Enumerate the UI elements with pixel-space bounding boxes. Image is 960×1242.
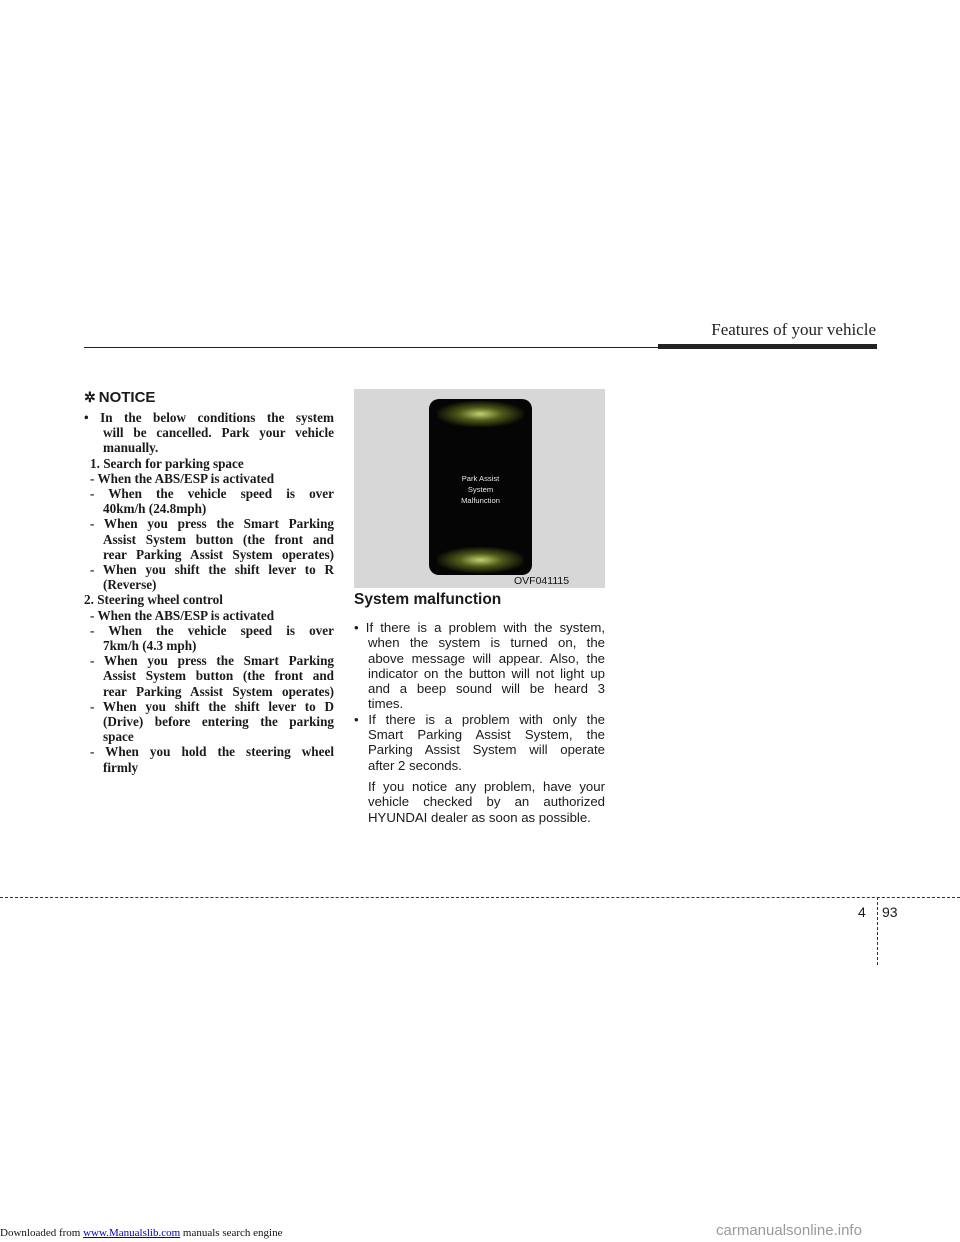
cluster-display-figure: [354, 389, 605, 588]
notice-title: NOTICE: [98, 389, 156, 406]
chapter-number: 4: [858, 904, 866, 920]
malfunction-heading: System malfunction: [354, 591, 502, 608]
screen-message: [429, 473, 532, 506]
notice-line: 2. Steering wheel control: [84, 592, 223, 608]
malfunction-body: [354, 620, 605, 825]
notice-line: rear Parking Assist System operates): [103, 546, 334, 562]
bottom-glow: [437, 547, 524, 573]
notice-line: 1. Search for parking space: [90, 455, 244, 471]
notice-line: space: [103, 729, 134, 745]
malfunction-line: If you notice any problem, have your: [368, 778, 605, 794]
notice-line: (Reverse): [103, 577, 157, 593]
cluster-display-screen: [429, 399, 532, 575]
notice-line: - When the ABS/ESP is activated: [90, 470, 275, 486]
malfunction-line: above message will appear. Also, the: [368, 650, 605, 666]
header-rule: [84, 347, 659, 348]
top-glow: [437, 401, 524, 427]
footer-suffix: manuals search engine: [180, 1227, 283, 1239]
section-title: Features of your vehicle: [711, 320, 876, 339]
manualslib-link[interactable]: www.Manualslib.com: [83, 1227, 181, 1239]
page-number: 93: [882, 904, 898, 920]
screen-line: Malfunction: [461, 496, 500, 505]
notice-line: - When you shift the shift lever to D: [90, 698, 334, 714]
screen-line: System: [467, 485, 494, 494]
malfunction-line: when the system is turned on, the: [368, 635, 605, 651]
notice-line: - When the vehicle speed is over: [90, 486, 334, 502]
notice-box: [84, 389, 334, 775]
notice-line: 7km/h (4.3 mph): [103, 638, 197, 654]
notice-line: firmly: [103, 759, 139, 775]
notice-line: • In the below conditions the system: [84, 410, 334, 425]
notice-line: 40km/h (24.8mph): [103, 501, 207, 517]
notice-line: - When you hold the steering wheel: [90, 744, 334, 760]
watermark: carmanualsonline.info: [716, 1222, 862, 1239]
figure-code: OVF041115: [514, 575, 570, 587]
malfunction-line: and a beep sound will be heard 3: [368, 681, 605, 697]
footer-prefix: Downloaded from: [0, 1227, 84, 1239]
malfunction-line: • If there is a problem with only the: [354, 711, 605, 727]
notice-line: - When the vehicle speed is over: [90, 622, 334, 638]
header-rule-thick: [658, 344, 877, 349]
notice-line: - When you press the Smart Parking: [90, 516, 334, 532]
malfunction-line: times.: [368, 696, 404, 712]
malfunction-line: indicator on the button will not light up: [368, 665, 605, 681]
notice-line: - When you press the Smart Parking: [90, 653, 334, 669]
malfunction-line: after 2 seconds.: [368, 757, 462, 773]
asterisk-x-icon: ✲: [84, 389, 96, 405]
malfunction-line: • If there is a problem with the system,: [354, 620, 605, 635]
notice-line: - When the ABS/ESP is activated: [90, 607, 275, 623]
page-number-divider: [877, 897, 878, 965]
malfunction-line: vehicle checked by an authorized: [368, 794, 605, 810]
notice-line: rear Parking Assist System operates): [103, 683, 334, 699]
notice-line: (Drive) before entering the parking: [103, 714, 334, 730]
notice-heading: [84, 389, 334, 406]
malfunction-line: HYUNDAI dealer as soon as possible.: [368, 809, 591, 825]
malfunction-line: Parking Assist System will operate: [368, 742, 605, 758]
screen-line: Park Assist: [461, 474, 500, 483]
notice-line: will be cancelled. Park your vehicle: [103, 425, 334, 441]
download-footer: [0, 1227, 282, 1239]
notice-line: manually.: [103, 440, 159, 456]
notice-line: Assist System button (the front and: [103, 531, 334, 547]
page-divider: [0, 897, 960, 898]
notice-line: - When you shift the shift lever to R: [90, 562, 334, 578]
malfunction-line: Smart Parking Assist System, the: [368, 727, 605, 743]
notice-line: Assist System button (the front and: [103, 668, 334, 684]
